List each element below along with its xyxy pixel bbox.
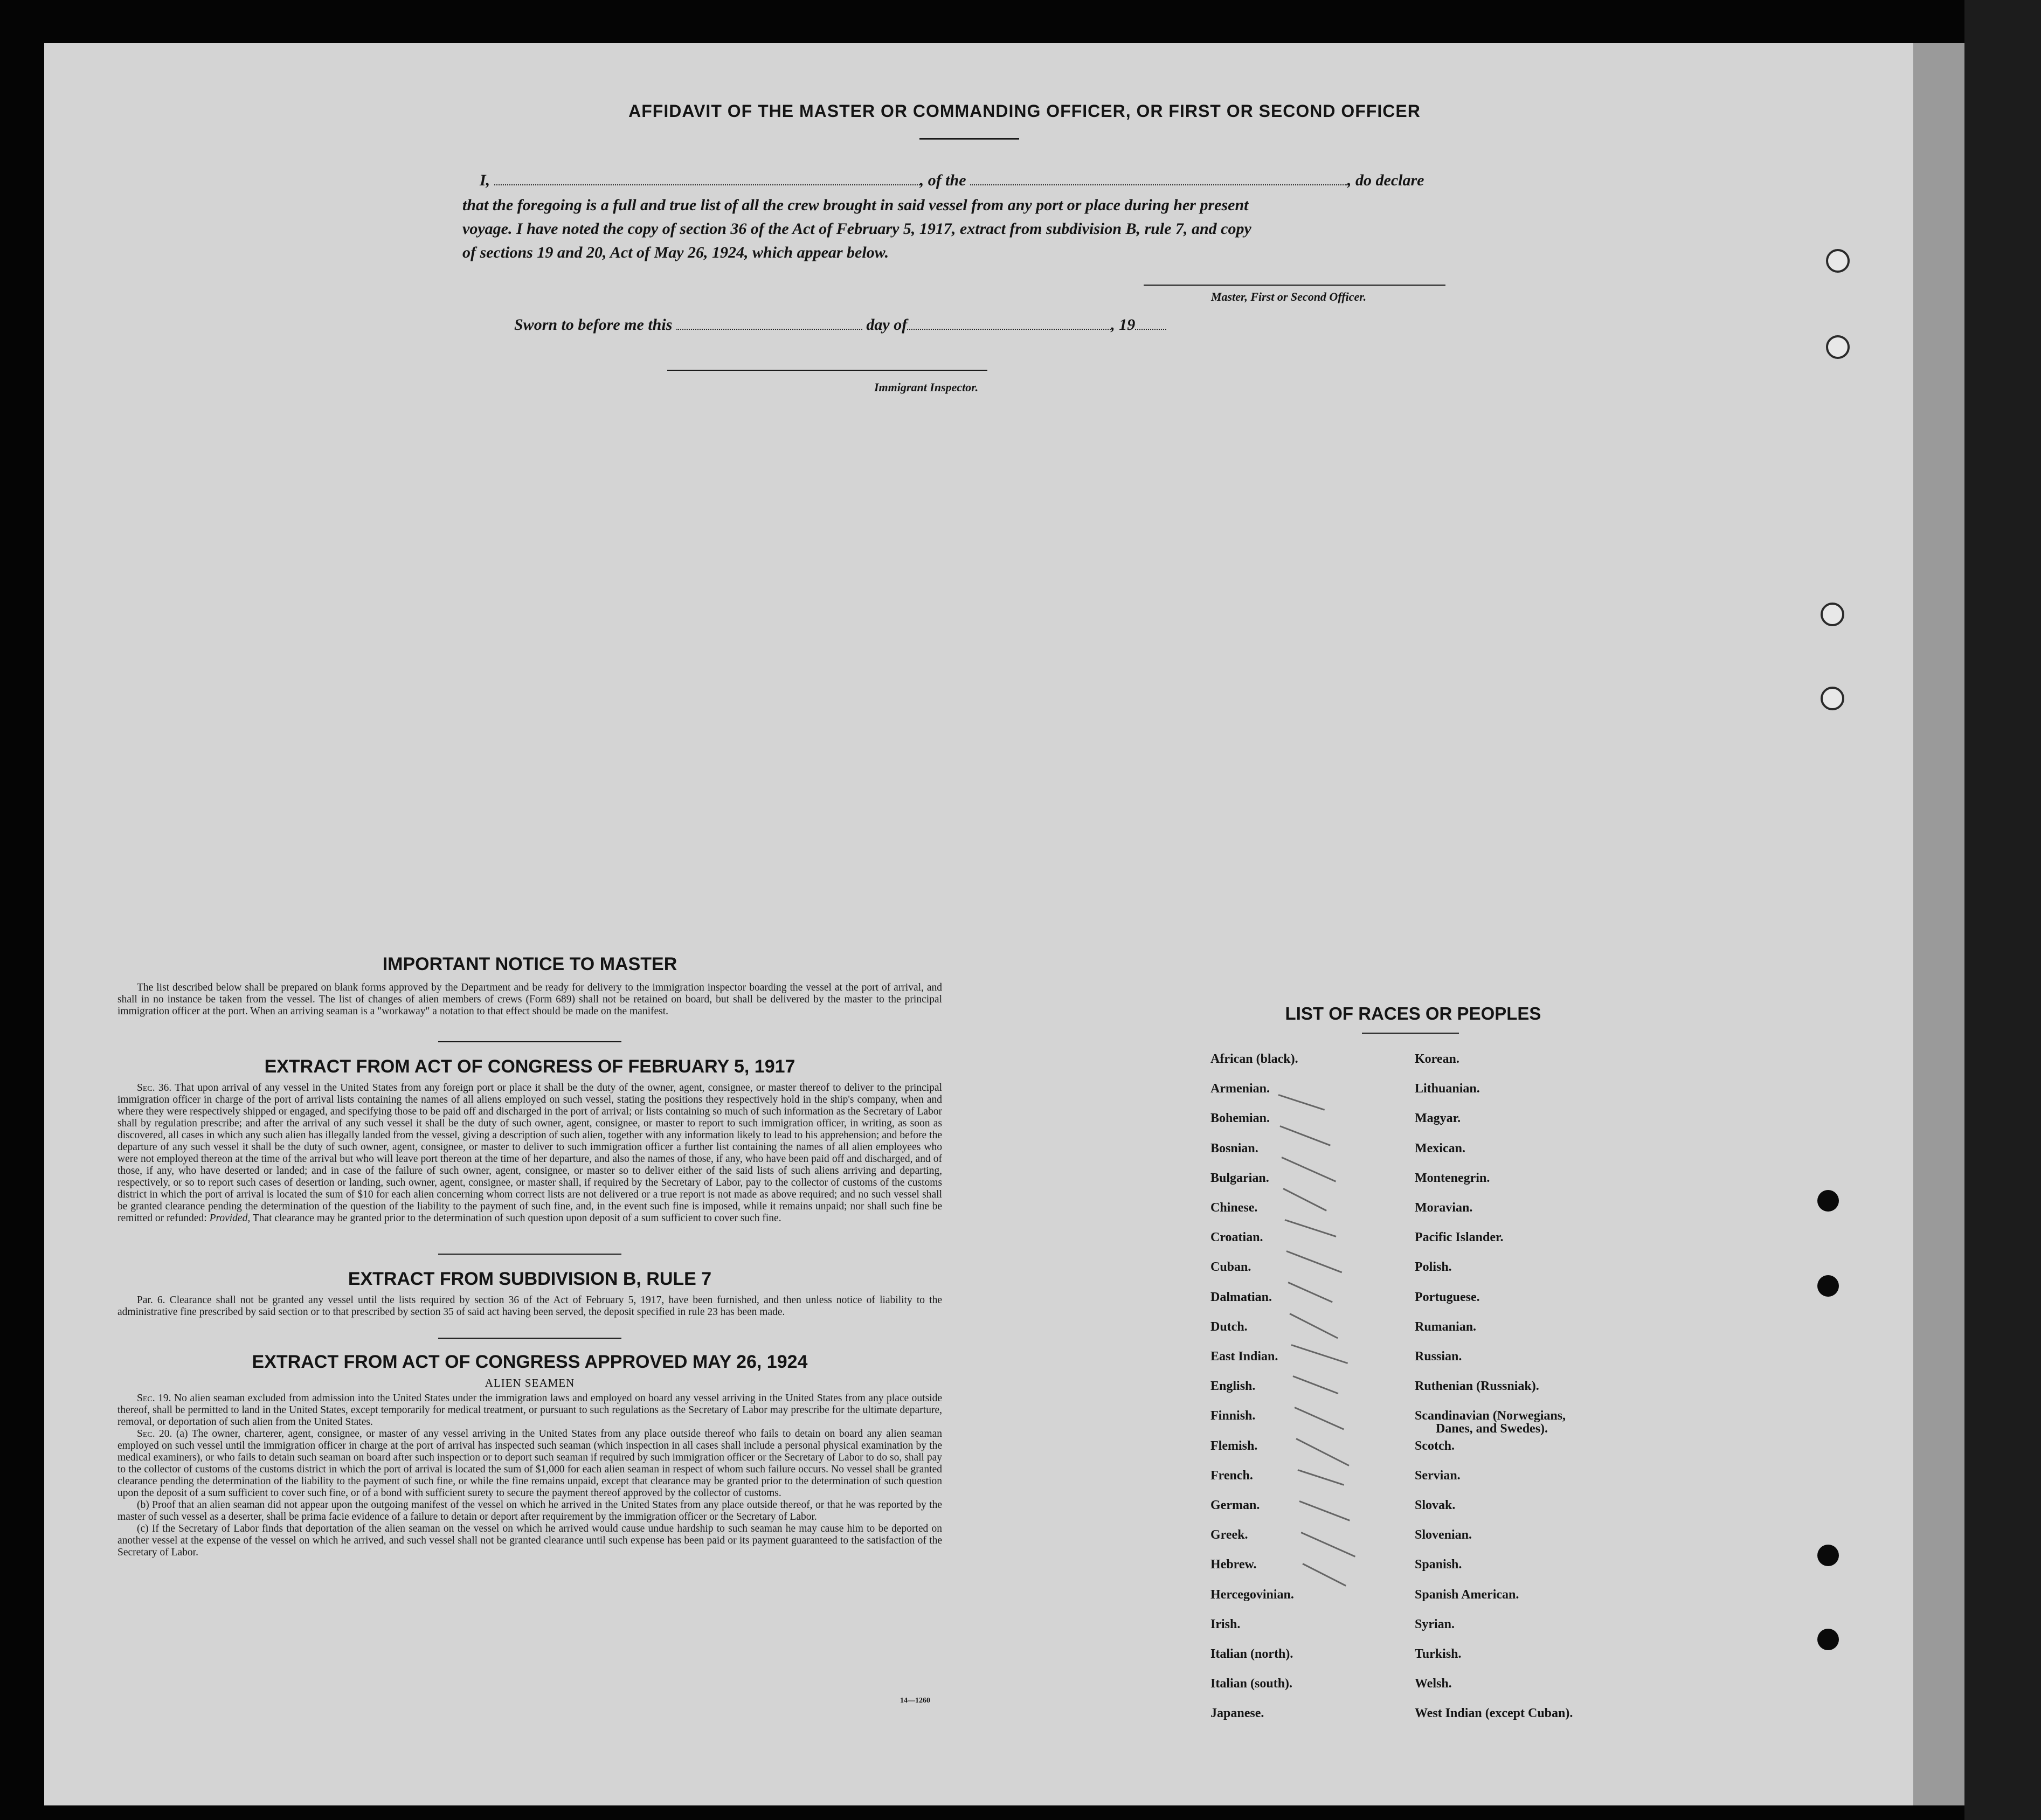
- race-entry: German.: [1210, 1498, 1260, 1512]
- scanner-border: [1964, 0, 2041, 1820]
- race-entry: African (black).: [1210, 1052, 1298, 1066]
- race-entry: Russian.: [1415, 1350, 1462, 1364]
- race-entry: English.: [1210, 1379, 1256, 1394]
- race-entry: Magyar.: [1415, 1111, 1461, 1126]
- race-entry: Bulgarian.: [1210, 1171, 1269, 1185]
- race-entry: French.: [1210, 1468, 1253, 1483]
- name-blank: [494, 174, 920, 185]
- race-entry: Polish.: [1415, 1260, 1452, 1275]
- race-entry: Servian.: [1415, 1468, 1461, 1483]
- title-divider: [919, 138, 1019, 140]
- section-19-label: Sec. 19.: [137, 1393, 171, 1404]
- pen-mark: [1299, 1500, 1350, 1521]
- vessel-blank: [970, 174, 1347, 185]
- pen-mark: [1294, 1407, 1344, 1430]
- race-entry: Portuguese.: [1415, 1290, 1480, 1304]
- pen-mark: [1288, 1282, 1332, 1303]
- race-entry: Slovak.: [1415, 1498, 1456, 1512]
- section-20b-paragraph: (b) Proof that an alien seaman did not appear upon the outgoing manifest of the vessel on which he arrived in the United States from any place outside thereof, or that he was reported by the master of such vessel as a deserter, shall be prima facie evidence of a failure to detain or deport after requirement by the immigration officer or the Secretary of Labor.: [117, 1499, 942, 1523]
- race-entry: Italian (south).: [1210, 1677, 1293, 1691]
- section-36-text: That upon arrival of any vessel in the United States from any foreign port or place it shall be the duty of the owner, agent, consignee, or master thereof to deliver to the principal immigration officer in charge of the port of arrival lists containing the names of all aliens employed on such vessel, stating the positions they respectively hold in the ship's company, when and where they were respectively shipped or engaged, and specifying those to be paid off and discharged in the port of arrival; or lists containing so much of such information as the Secretary of Labor shall by regulation prescribe; and after the arrival of any such vessel it shall be the duty of such owner, agent, consignee, or master to report to such immigration officer, in writing, as soon as discovered, all cases in which any such alien has illegally landed from the vessel, giving a description of such alien, together with any information likely to lead to his apprehension; and before the departure of any such vessel it shall be the duty of such owner, agent, consignee, or master to deliver to such immigration officer a further list containing the names of all alien employees who were not employed thereon at the time of the arrival but who will leave port thereon at the time of her departure, and also the names of those, if any, who have been paid off and discharged, and of those, if any, who have deserted or landed; and in case of the failure of such owner, agent, consignee, or master so to deliver either of the said lists of such aliens arriving and departing, respectively, or so to report such cases of desertion or landing, such owner, agent, consignee, or master shall, if required by the Secretary of Labor, pay to the collector of customs of the customs district in which the port of arrival is located the sum of $10 for each alien concerning whom correct lists are not delivered or a true report is not made as above required; and no such vessel shall be granted clearance pending the determination of the question of the liability to the payment of such fine, and, in the event such fine is imposed, while it remains unpaid; nor shall such fine be remitted or refunded:: [117, 1082, 942, 1224]
- race-entry: Montenegrin.: [1415, 1171, 1490, 1185]
- page-edge-margin: [1913, 43, 1964, 1805]
- section-36-paragraph: [117, 1082, 942, 1224]
- race-entry: Hebrew.: [1210, 1558, 1257, 1572]
- race-entry: Bohemian.: [1210, 1111, 1270, 1126]
- race-entry: Dalmatian.: [1210, 1290, 1272, 1304]
- section-20a-paragraph: [117, 1428, 942, 1499]
- race-entry: Chinese.: [1210, 1201, 1258, 1215]
- rule7-text: [117, 1295, 942, 1318]
- section-20a-text: (a) The owner, charterer, agent, consignee, or master of any vessel arriving in the United States from any place outside thereof who fails to detain on board any alien seaman employed on such vessel until the immigration officer in charge at the port of arrival has inspected such seaman (which inspection in all cases shall include a personal physical examination by the medical examiners), or who fails to detain such seaman on board after such inspection or to deport such seaman if required by such immigration officer or the Secretary of Labor to do so, shall pay to the collector of customs of the customs district in which the port of arrival is located the sum of $1,000 for each alien seaman in respect of whom such failure occurs. No vessel shall be granted clearance pending the determination of the liability to the payment of such fine, or while the fine remains unpaid, except that clearance may be granted prior to the determination of such question upon the deposit of a sum sufficient to cover such fine, or of a bond with sufficient surety to secure the payment thereof approved by the collector of customs.: [117, 1428, 942, 1499]
- race-entry: East Indian.: [1210, 1350, 1278, 1364]
- pen-mark: [1296, 1438, 1349, 1466]
- pen-mark: [1298, 1469, 1345, 1486]
- sworn-day-blank: [676, 318, 862, 330]
- divider-3: [438, 1338, 621, 1339]
- race-entry: Scotch.: [1415, 1438, 1455, 1453]
- race-entry: Cuban.: [1210, 1260, 1251, 1275]
- pen-mark: [1300, 1532, 1355, 1557]
- punch-hole-1: [1826, 249, 1850, 273]
- pen-mark: [1292, 1375, 1338, 1394]
- affidavit-i: I,: [480, 171, 490, 189]
- race-entry: Bosnian.: [1210, 1141, 1258, 1155]
- pen-mark: [1286, 1250, 1342, 1273]
- rule7-paragraph: Par. 6. Clearance shall not be granted any vessel until the lists required by section 36 of the Act of February 5, 1917, have been furnished, and then unless notice of liability to the administrative fine prescribed by said section or to that prescribed by section 35 of said act having been served, the deposit specified in rule 23 has been made.: [117, 1295, 942, 1318]
- section-20-label: Sec. 20.: [137, 1428, 172, 1440]
- punch-hole-7: [1817, 1545, 1839, 1566]
- pen-mark: [1279, 1125, 1330, 1146]
- punch-hole-2: [1826, 335, 1850, 359]
- races-title: LIST OF RACES OR PEOPLES: [1285, 1004, 1541, 1023]
- races-divider: [1362, 1033, 1459, 1034]
- pen-mark: [1289, 1313, 1338, 1339]
- sworn-day-of: day of: [866, 316, 908, 334]
- pen-mark: [1285, 1219, 1337, 1237]
- race-entry: Flemish.: [1210, 1438, 1258, 1453]
- race-entry: Spanish.: [1415, 1558, 1462, 1572]
- pen-mark: [1278, 1094, 1325, 1111]
- race-entry: Irish.: [1210, 1617, 1241, 1631]
- scanned-manifest-page: [44, 43, 1913, 1805]
- affidavit-line-1: [480, 171, 1424, 190]
- pen-mark: [1302, 1563, 1346, 1587]
- notice-paragraph: The list described below shall be prepared on blank forms approved by the Department and be ready for delivery to the immigration inspector boarding the vessel at the port of arrival, and shall in no instance be taken from the vessel. The list of changes of alien members of crews (Form 689) shall not be retained on board, but shall be delivered by the master to the principal immigration officer at the port. When an arriving seaman is a "workaway" a notation to that effect should be made on the manifest.: [117, 982, 942, 1017]
- race-entry: Rumanian.: [1415, 1319, 1477, 1334]
- pen-mark: [1281, 1157, 1336, 1182]
- affidavit-title: AFFIDAVIT OF THE MASTER OR COMMANDING OFFICER, OR FIRST OR SECOND OFFICER: [628, 101, 1421, 121]
- sworn-month-blank: [907, 318, 1111, 330]
- race-entry: Danes, and Swedes).: [1436, 1422, 1548, 1436]
- affidavit-line-4: of sections 19 and 20, Act of May 26, 1924, which appear below.: [462, 244, 889, 261]
- pen-mark: [1291, 1344, 1348, 1364]
- race-entry: Scandinavian (Norwegians,: [1415, 1409, 1566, 1423]
- bleed-through-shadow: [1338, 59, 1913, 221]
- divider-2: [438, 1254, 621, 1255]
- inspector-signature-line: [667, 370, 987, 371]
- proviso-text: That clearance may be granted prior to the determination of such question upon deposit of a sum sufficient to cover such fine.: [252, 1213, 781, 1224]
- affidavit-line-2: that the foregoing is a full and true list of all the crew brought in said vessel from any port or place during her present: [462, 196, 1249, 214]
- affidavit-line-3: voyage. I have noted the copy of section 36 of the Act of February 5, 1917, extract from subdivision B, rule 7, and copy: [462, 220, 1251, 238]
- race-entry: Greek.: [1210, 1528, 1248, 1542]
- race-entry: Welsh.: [1415, 1677, 1452, 1691]
- race-entry: Mexican.: [1415, 1141, 1465, 1155]
- extract-1924-text: [117, 1393, 942, 1559]
- section-36-label: Sec. 36.: [137, 1082, 172, 1094]
- race-entry: Dutch.: [1210, 1319, 1248, 1334]
- punch-hole-3: [1821, 603, 1844, 626]
- extract-1917-title: EXTRACT FROM ACT OF CONGRESS OF FEBRUARY 5, 1917: [264, 1056, 795, 1077]
- master-signature-line: [1144, 285, 1445, 286]
- race-entry: Turkish.: [1415, 1647, 1462, 1661]
- affidavit-declare: , do declare: [1347, 171, 1424, 189]
- divider-1: [438, 1041, 621, 1042]
- race-entry: Moravian.: [1415, 1201, 1473, 1215]
- punch-hole-5: [1817, 1190, 1839, 1212]
- punch-hole-6: [1817, 1275, 1839, 1297]
- section-20c-paragraph: (c) If the Secretary of Labor finds that deportation of the alien seaman on the vessel on which he arrived would cause undue hardship to such seaman he may cause him to be deported on another vessel at the expense of the vessel on which he arrived, and such vessel shall not be granted clearance until such expense has been paid or its payment guaranteed to the satisfaction of the Secretary of Labor.: [117, 1523, 942, 1558]
- race-entry: Hercegovinian.: [1210, 1587, 1294, 1602]
- race-entry: Finnish.: [1210, 1409, 1256, 1423]
- race-entry: Slovenian.: [1415, 1528, 1472, 1542]
- section-19-paragraph: [117, 1393, 942, 1428]
- race-entry: Armenian.: [1210, 1082, 1270, 1096]
- race-entry: Italian (north).: [1210, 1647, 1293, 1661]
- sworn-year-blank: [1135, 318, 1166, 330]
- race-entry: Spanish American.: [1415, 1587, 1519, 1602]
- punch-hole-8: [1817, 1629, 1839, 1650]
- race-entry: Korean.: [1415, 1052, 1459, 1066]
- affidavit-of-the: , of the: [919, 171, 966, 189]
- notice-text: [117, 982, 942, 1018]
- section-19-text: No alien seaman excluded from admission into the United States under the immigration laws and employed on board any vessel arriving in the United States from any place outside thereof, shall be permitted to land in the United States, except temporarily for medical treatment, or pursuant to such regulations as the Secretary of Labor may prescribe for the ultimate departure, removal, or deportation of such alien from the United States.: [117, 1393, 943, 1428]
- inspector-caption: Immigrant Inspector.: [874, 380, 979, 394]
- sworn-year: , 19: [1111, 316, 1136, 334]
- race-entry: West Indian (except Cuban).: [1415, 1706, 1573, 1721]
- race-entry: Pacific Islander.: [1415, 1230, 1504, 1245]
- extract-1924-title: EXTRACT FROM ACT OF CONGRESS APPROVED MAY 26, 1924: [252, 1352, 808, 1372]
- punch-hole-4: [1821, 687, 1844, 710]
- race-entry: Lithuanian.: [1415, 1082, 1480, 1096]
- master-caption: Master, First or Second Officer.: [1211, 290, 1367, 303]
- extract-1917-text: [117, 1082, 942, 1224]
- race-entry: Japanese.: [1210, 1706, 1264, 1721]
- race-entry: Croatian.: [1210, 1230, 1263, 1245]
- race-entry: Ruthenian (Russniak).: [1415, 1379, 1539, 1394]
- notice-title: IMPORTANT NOTICE TO MASTER: [382, 954, 677, 974]
- pen-mark: [1283, 1188, 1327, 1212]
- proviso-label: Provided,: [209, 1213, 251, 1224]
- rule7-title: EXTRACT FROM SUBDIVISION B, RULE 7: [348, 1269, 712, 1289]
- alien-seamen-subhead: ALIEN SEAMEN: [485, 1376, 575, 1389]
- race-entry: Syrian.: [1415, 1617, 1455, 1631]
- sworn-line: [514, 316, 1166, 334]
- sworn-text: Sworn to before me this: [514, 316, 673, 334]
- form-number: 14—1260: [900, 1697, 930, 1705]
